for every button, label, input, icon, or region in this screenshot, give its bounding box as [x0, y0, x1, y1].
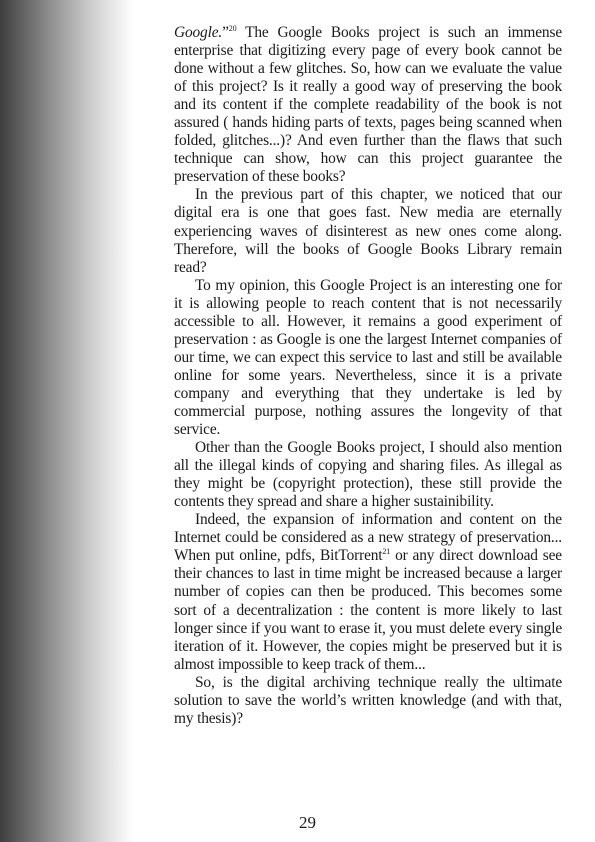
closing-quote: ” [222, 24, 229, 41]
paragraph-1-text: The Google Books project is such an immense enterprise that digitizing every page of every book cannot be done without a few glitches. So, how can we evaluate the value of this project? Is it really a good way of preserving the book and its content if the complete readability of the book is not assured ( hands hiding parts of texts, pages being scanned when folded, glitches...)? And even further than the flaws that such technique can show, how can this project guarantee the preservation of these books? [174, 24, 562, 186]
italic-lead: Google. [174, 24, 223, 41]
paragraph-2: In the previous part of this chapter, we noticed that our digital era is one that goes fast. New media are eternally experiencing waves of disinterest as new ones come along. Therefore, will the books of Google Books Library remain read? [174, 186, 562, 276]
paragraph-5-text-after: or any direct download see their chances to last in time might be increased because a larger number of copies can then be produced. This becomes some sort of a decentralization : the content is more likely to last longer since if you want to erase it, you must delete every single iteration of it. However, the copies might be preserved but it is almost impossible to keep track of them... [174, 547, 562, 673]
paragraph-4: Other than the Google Books project, I should also mention all the illegal kinds of copying and sharing files. As illegal as they might be (copyright protection), these still provide the contents they spread and share a higher sustainibility. [174, 439, 562, 511]
page-number: 29 [299, 813, 316, 832]
paragraph-3: To my opinion, this Google Project is an interesting one for it is allowing people to reach content that is not necessarily accessible to all. However, it remains a good experiment of preservation : as Google is one the largest Internet companies of our time, we can expect this service to last and still be available online for some years. Nevertheless, since it is a private company and everything that they undertake is led by commercial purpose, nothing assures the longevity of that service. [174, 276, 562, 439]
body-text [174, 24, 562, 728]
footnote-ref-20[interactable]: 20 [228, 24, 237, 33]
paragraph-5 [174, 511, 562, 673]
paragraph-6: So, is the digital archiving technique really the ultimate solution to save the world’s written knowledge (and with that, my thesis)? [174, 673, 562, 727]
paragraph-1 [174, 24, 562, 186]
paragraph-5-text-before: Indeed, the expansion of information and content on the Internet could be considered as a new strategy of preservation... When put online, pdfs, BitTorrent [174, 511, 562, 565]
binding-gutter-shadow [0, 0, 135, 842]
footnote-ref-21[interactable]: 21 [382, 547, 391, 557]
